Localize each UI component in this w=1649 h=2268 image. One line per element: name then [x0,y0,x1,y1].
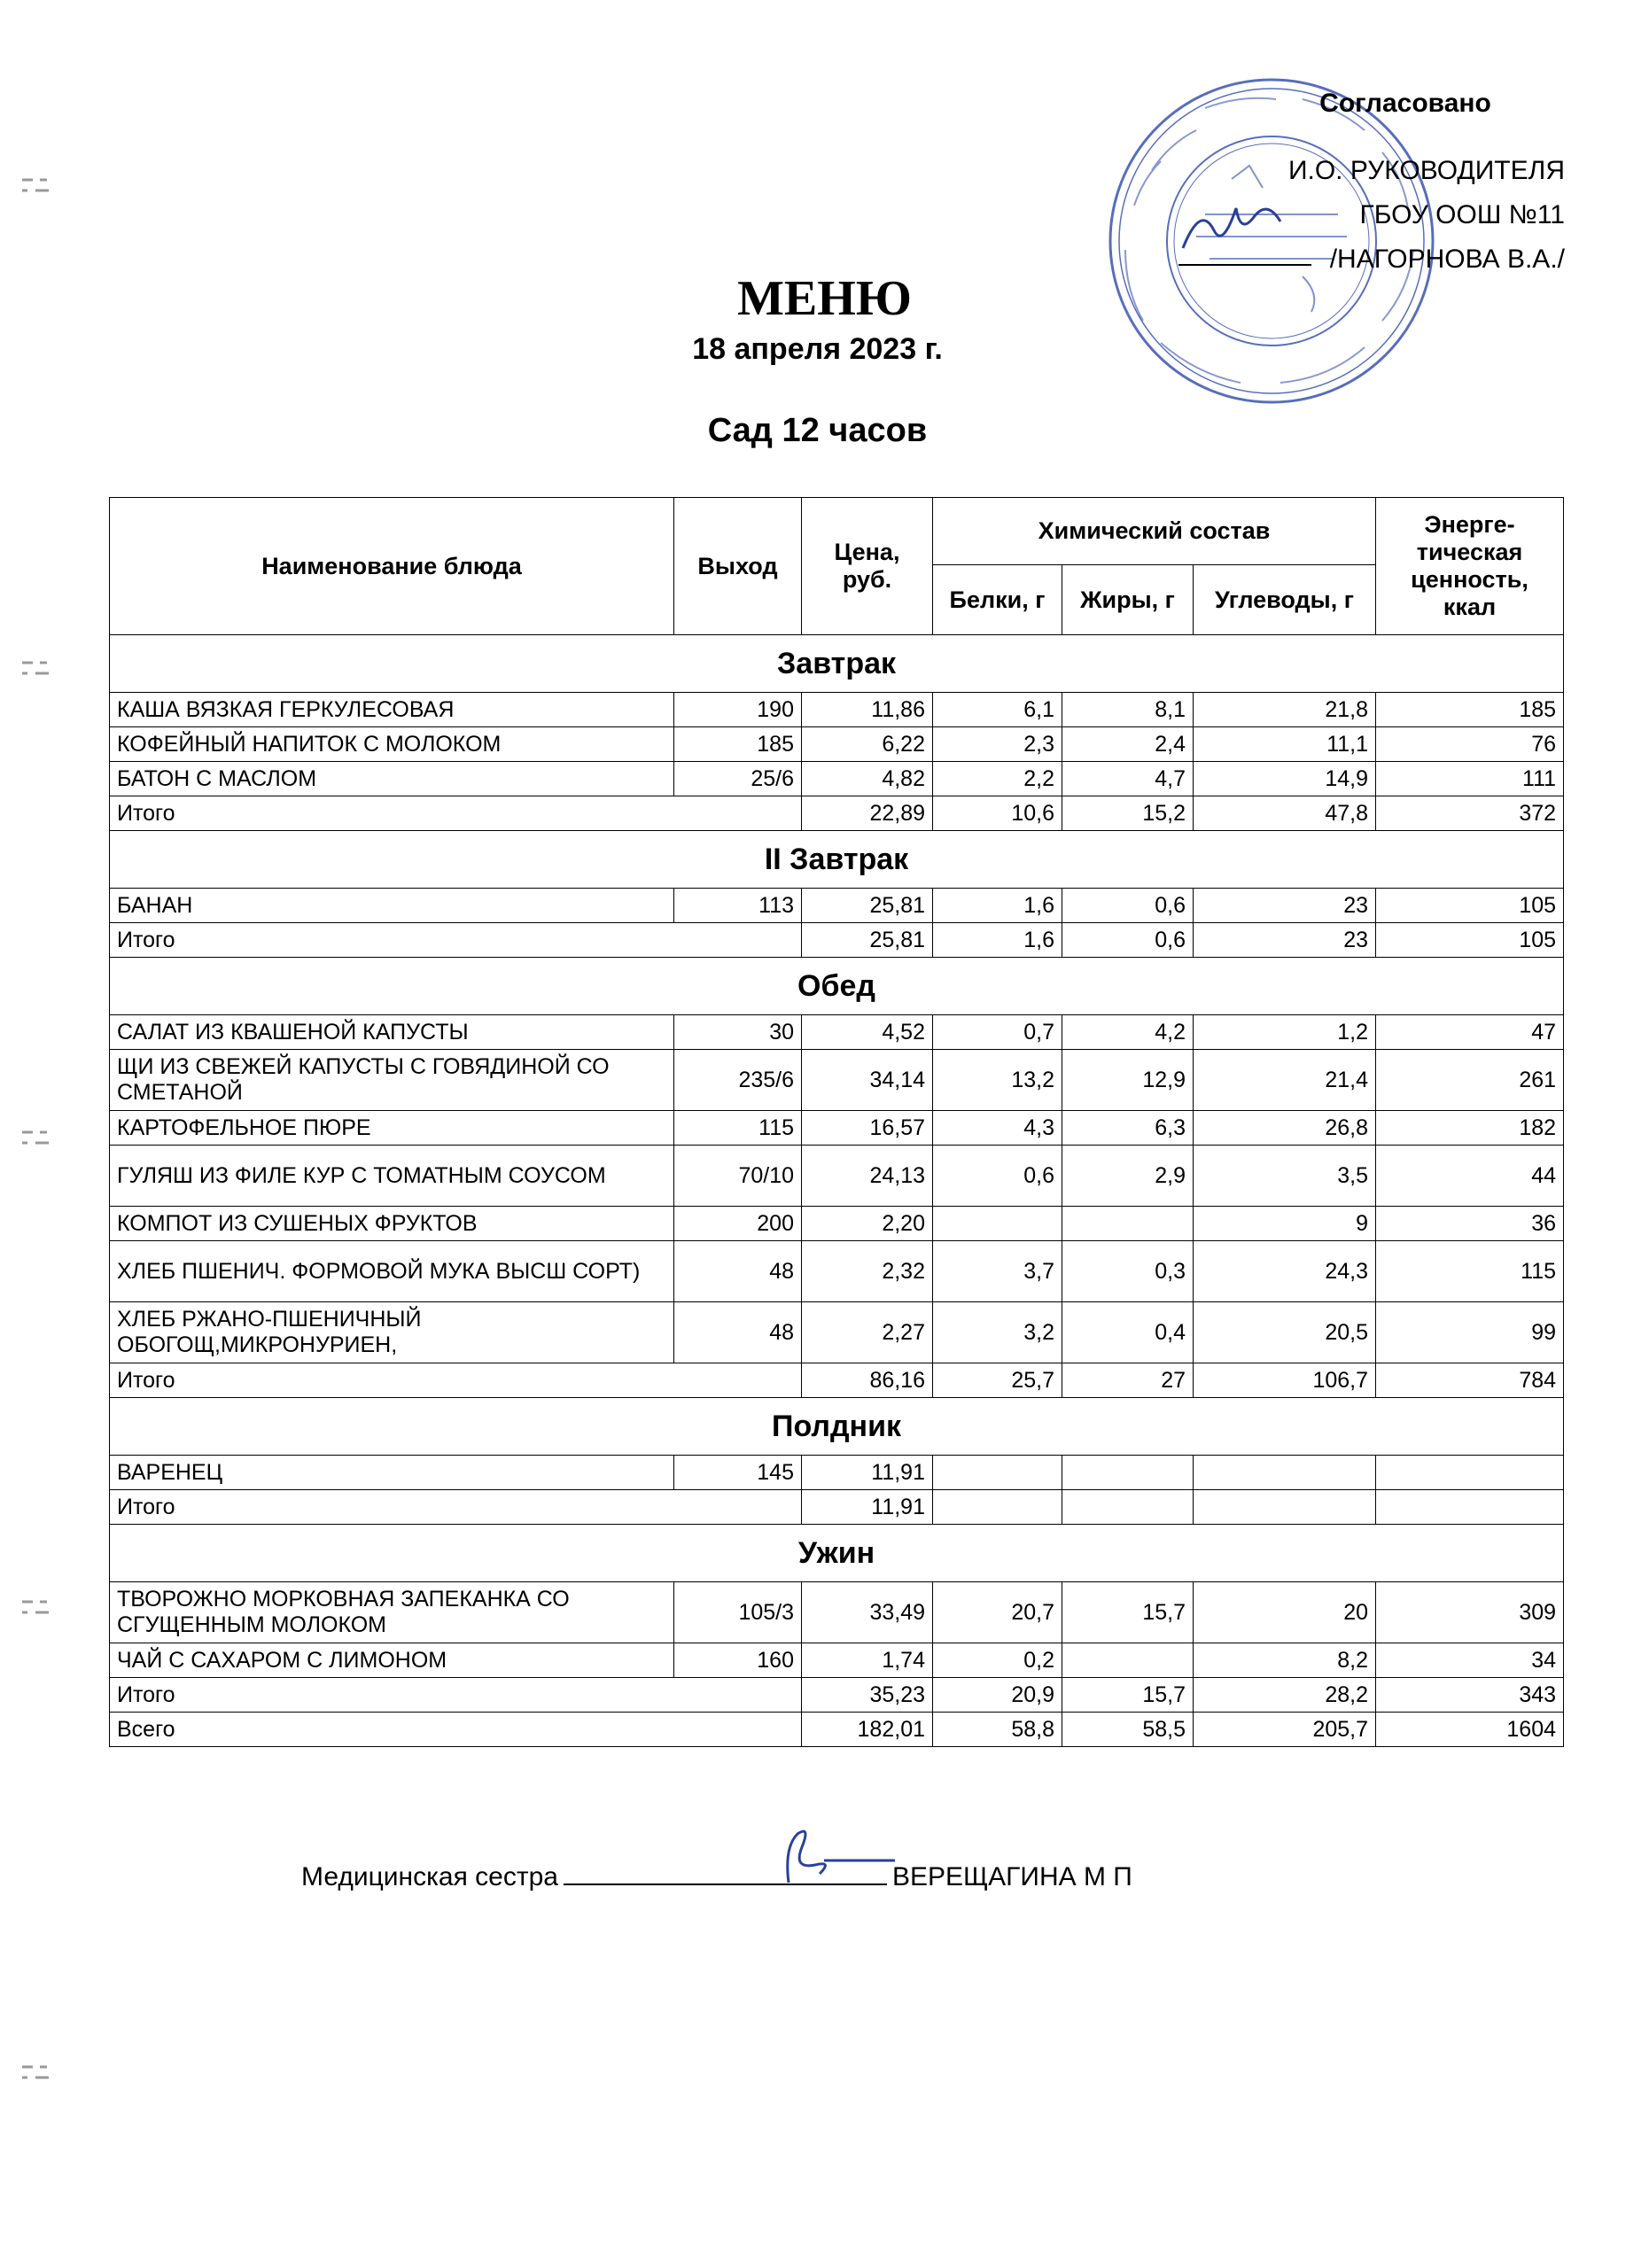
dish-protein: 20,7 [933,1582,1062,1643]
dish-price: 4,52 [802,1015,933,1050]
dish-row [110,762,1564,796]
dish-carbs: 23 [1194,889,1376,923]
dish-fat: 12,9 [1062,1050,1194,1111]
approval-title: Согласовано [1319,89,1491,118]
dish-protein: 1,6 [933,889,1062,923]
dish-price: 1,74 [802,1643,933,1678]
nurse-name: ВЕРЕЩАГИНА М П [891,1862,1132,1891]
total-energy: 343 [1376,1678,1564,1713]
dish-carbs: 3,5 [1194,1146,1376,1207]
total-protein: 58,8 [933,1713,1062,1747]
total-carbs [1194,1490,1376,1525]
menu-table [109,497,1564,1747]
dish-yield: 25/6 [674,762,802,796]
dish-price: 2,32 [802,1241,933,1302]
section-title: Ужин [110,1525,1564,1582]
dish-carbs: 9 [1194,1207,1376,1241]
dish-carbs: 20 [1194,1582,1376,1643]
total-carbs: 47,8 [1194,796,1376,831]
dish-name: КАРТОФЕЛЬНОЕ ПЮРЕ [110,1111,674,1146]
dish-fat [1062,1643,1194,1678]
section-total-row [110,1363,1564,1398]
section-header [110,958,1564,1015]
dish-row [110,1111,1564,1146]
total-carbs: 205,7 [1194,1713,1376,1747]
scan-mark [18,173,66,199]
dish-protein [933,1207,1062,1241]
dish-yield: 30 [674,1015,802,1050]
dish-energy: 44 [1376,1146,1564,1207]
dish-row [110,1241,1564,1302]
dish-fat: 0,6 [1062,889,1194,923]
dish-price: 33,49 [802,1582,933,1643]
dish-carbs: 20,5 [1194,1302,1376,1363]
dish-price: 34,14 [802,1050,933,1111]
header-protein: Белки, г [933,565,1062,635]
header-energy: Энерге-тическая ценность, ккал [1376,498,1564,635]
dish-name: ГУЛЯШ ИЗ ФИЛЕ КУР С ТОМАТНЫМ СОУСОМ [110,1146,674,1207]
dish-carbs: 26,8 [1194,1111,1376,1146]
dish-price: 25,81 [802,889,933,923]
dish-yield: 235/6 [674,1050,802,1111]
dish-fat [1062,1456,1194,1490]
total-price: 35,23 [802,1678,933,1713]
dish-protein: 0,7 [933,1015,1062,1050]
dish-price: 24,13 [802,1146,933,1207]
scan-mark [18,1125,66,1152]
dish-row [110,1050,1564,1111]
dish-energy: 185 [1376,693,1564,727]
total-label: Итого [110,796,802,831]
dish-row [110,1643,1564,1678]
approval-org: ГБОУ ООШ №11 [1359,200,1565,229]
total-label: Итого [110,1678,802,1713]
dish-name: БАТОН С МАСЛОМ [110,762,674,796]
dish-yield: 160 [674,1643,802,1678]
dish-fat: 0,4 [1062,1302,1194,1363]
dish-protein: 2,2 [933,762,1062,796]
dish-energy: 105 [1376,889,1564,923]
dish-row [110,1146,1564,1207]
scan-mark [18,1595,66,1621]
signature-blank [564,1860,887,1885]
dish-yield: 185 [674,727,802,762]
dish-name: БАНАН [110,889,674,923]
dish-yield: 105/3 [674,1582,802,1643]
dish-row [110,727,1564,762]
dish-name: ВАРЕНЕЦ [110,1456,674,1490]
total-energy [1376,1490,1564,1525]
total-protein [933,1490,1062,1525]
section-header [110,635,1564,693]
dish-energy: 309 [1376,1582,1564,1643]
director-signature [1174,195,1289,266]
approval-block [1104,82,1565,282]
dish-name: ТВОРОЖНО МОРКОВНАЯ ЗАПЕКАНКА СО СГУЩЕННЫМ МОЛОКОМ [110,1582,674,1643]
header-fat: Жиры, г [1062,565,1194,635]
dish-name: КОМПОТ ИЗ СУШЕНЫХ ФРУКТОВ [110,1207,674,1241]
dish-name: ЧАЙ С САХАРОМ С ЛИМОНОМ [110,1643,674,1678]
dish-energy: 34 [1376,1643,1564,1678]
dish-carbs: 24,3 [1194,1241,1376,1302]
nurse-signature-line [301,1860,1132,1892]
section-header [110,1525,1564,1582]
dish-fat: 2,9 [1062,1146,1194,1207]
total-label: Итого [110,923,802,958]
total-energy: 784 [1376,1363,1564,1398]
total-carbs: 23 [1194,923,1376,958]
total-price: 182,01 [802,1713,933,1747]
total-label: Всего [110,1713,802,1747]
total-fat: 58,5 [1062,1713,1194,1747]
section-total-row [110,1678,1564,1713]
total-carbs: 28,2 [1194,1678,1376,1713]
dish-fat: 4,2 [1062,1015,1194,1050]
dish-row [110,1302,1564,1363]
total-protein: 20,9 [933,1678,1062,1713]
dish-carbs [1194,1456,1376,1490]
grand-total-row [110,1713,1564,1747]
scan-mark [18,656,66,682]
dish-row [110,1456,1564,1490]
dish-protein: 6,1 [933,693,1062,727]
dish-row [110,1207,1564,1241]
header-price: Цена, руб. [802,498,933,635]
dish-name: ХЛЕБ ПШЕНИЧ. ФОРМОВОЙ МУКА ВЫСШ СОРТ) [110,1241,674,1302]
dish-energy [1376,1456,1564,1490]
total-fat: 15,2 [1062,796,1194,831]
dish-protein: 3,7 [933,1241,1062,1302]
header-dish-name: Наименование блюда [110,498,674,635]
dish-yield: 113 [674,889,802,923]
section-total-row [110,923,1564,958]
total-protein: 25,7 [933,1363,1062,1398]
dish-protein: 13,2 [933,1050,1062,1111]
total-price: 11,91 [802,1490,933,1525]
dish-carbs: 1,2 [1194,1015,1376,1050]
dish-energy: 115 [1376,1241,1564,1302]
dish-protein [933,1456,1062,1490]
dish-energy: 99 [1376,1302,1564,1363]
total-price: 22,89 [802,796,933,831]
dish-energy: 76 [1376,727,1564,762]
dish-price: 4,82 [802,762,933,796]
total-fat: 15,7 [1062,1678,1194,1713]
menu-date: 18 апреля 2023 г. [692,332,943,366]
dish-row [110,889,1564,923]
page-title: МЕНЮ [737,271,912,326]
dish-price: 2,27 [802,1302,933,1363]
approval-name: /НАГОРНОВА В.А./ [1329,245,1565,274]
dish-price: 16,57 [802,1111,933,1146]
total-fat: 0,6 [1062,923,1194,958]
dish-fat: 0,3 [1062,1241,1194,1302]
dish-energy: 111 [1376,762,1564,796]
total-price: 25,81 [802,923,933,958]
total-carbs: 106,7 [1194,1363,1376,1398]
section-total-row [110,796,1564,831]
dish-row [110,1582,1564,1643]
dish-protein: 0,6 [933,1146,1062,1207]
dish-name: ЩИ ИЗ СВЕЖЕЙ КАПУСТЫ С ГОВЯДИНОЙ СО СМЕТАНОЙ [110,1050,674,1111]
dish-yield: 190 [674,693,802,727]
section-header [110,1398,1564,1456]
total-protein: 1,6 [933,923,1062,958]
section-title: Полдник [110,1398,1564,1456]
header-chemical: Химический состав [933,498,1376,565]
total-protein: 10,6 [933,796,1062,831]
total-price: 86,16 [802,1363,933,1398]
dish-carbs: 21,4 [1194,1050,1376,1111]
dish-price: 2,20 [802,1207,933,1241]
dish-fat: 6,3 [1062,1111,1194,1146]
dish-price: 11,86 [802,693,933,727]
dish-carbs: 11,1 [1194,727,1376,762]
dish-protein: 0,2 [933,1643,1062,1678]
dish-yield: 48 [674,1241,802,1302]
dish-fat: 15,7 [1062,1582,1194,1643]
dish-energy: 182 [1376,1111,1564,1146]
total-fat [1062,1490,1194,1525]
dish-fat: 8,1 [1062,693,1194,727]
dish-yield: 48 [674,1302,802,1363]
dish-name: САЛАТ ИЗ КВАШЕНОЙ КАПУСТЫ [110,1015,674,1050]
dish-row [110,693,1564,727]
dish-protein: 2,3 [933,727,1062,762]
dish-name: ХЛЕБ РЖАНО-ПШЕНИЧНЫЙ ОБОГОЩ,МИКРОНУРИЕН, [110,1302,674,1363]
dish-yield: 70/10 [674,1146,802,1207]
dish-carbs: 8,2 [1194,1643,1376,1678]
header-yield: Выход [674,498,802,635]
total-label: Итого [110,1490,802,1525]
section-title: II Завтрак [110,831,1564,889]
dish-yield: 115 [674,1111,802,1146]
dish-row [110,1015,1564,1050]
section-total-row [110,1490,1564,1525]
dish-energy: 36 [1376,1207,1564,1241]
dish-name: КАША ВЯЗКАЯ ГЕРКУЛЕСОВАЯ [110,693,674,727]
dish-yield: 145 [674,1456,802,1490]
total-energy: 1604 [1376,1713,1564,1747]
dish-yield: 200 [674,1207,802,1241]
header-carbs: Углеводы, г [1194,565,1376,635]
total-energy: 105 [1376,923,1564,958]
dish-carbs: 21,8 [1194,693,1376,727]
scan-mark [18,2060,66,2086]
nurse-role: Медицинская сестра [301,1862,558,1891]
menu-table-body [110,635,1564,1747]
section-header [110,831,1564,889]
dish-energy: 47 [1376,1015,1564,1050]
dish-fat [1062,1207,1194,1241]
dish-name: КОФЕЙНЫЙ НАПИТОК С МОЛОКОМ [110,727,674,762]
dish-protein: 4,3 [933,1111,1062,1146]
section-title: Обед [110,958,1564,1015]
dish-price: 6,22 [802,727,933,762]
total-energy: 372 [1376,796,1564,831]
dish-fat: 2,4 [1062,727,1194,762]
total-fat: 27 [1062,1363,1194,1398]
section-title: Завтрак [110,635,1564,693]
dish-carbs: 14,9 [1194,762,1376,796]
approval-position: И.О. РУКОВОДИТЕЛЯ [1287,156,1565,185]
menu-subtitle: Сад 12 часов [707,412,928,449]
dish-protein: 3,2 [933,1302,1062,1363]
dish-energy: 261 [1376,1050,1564,1111]
dish-fat: 4,7 [1062,762,1194,796]
dish-price: 11,91 [802,1456,933,1490]
total-label: Итого [110,1363,802,1398]
